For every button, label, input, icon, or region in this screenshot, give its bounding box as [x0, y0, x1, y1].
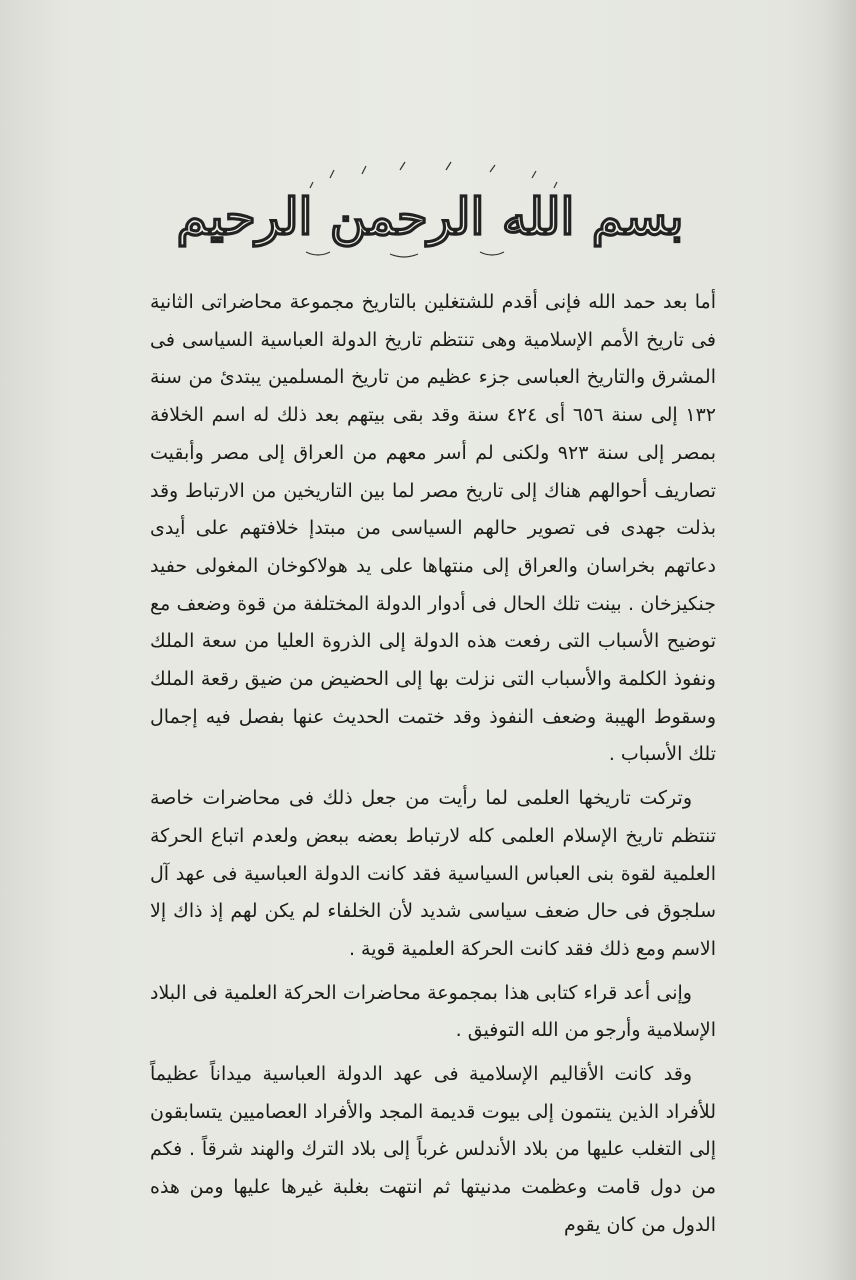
basmala-text: بسم الله الرحمن الرحيم [176, 187, 684, 246]
page-edge-shadow [826, 0, 856, 1280]
basmala-artwork [176, 148, 684, 268]
paragraph-4: وقد كانت الأقاليم الإسلامية فى عهد الدولة العباسية ميداناً عظيماً للأفراد الذين ينتمون إلى بيوت قديمة المجد والأفراد العصاميين يتسابقون إلى التغلب عليها من بلاد الأندلس غرباً إلى بلاد الترك والهند شرقاً . فكم من دول قامت وعظمت مدنيتها ثم انتهت بغلبة غيرها عليها ومن هذه الدول من كان يقوم [150, 1063, 716, 1236]
paragraph-1: أما بعد حمد الله فإنى أقدم للشتغلين بالتاريخ مجموعة محاضراتى الثانية فى تاريخ الأمم الإسلامية وهى تنتظم تاريخ الدولة العباسية السياسى فى المشرق والتاريخ العباسى جزء عظيم من تاريخ المسلمين يبتدئ من سنة ١٣٢ إلى سنة ٦٥٦ أى ٤٢٤ سنة وقد بقى بيتهم بعد ذلك له اسم الخلافة بمصر إلى سنة ٩٢٣ ولكنى لم أسر معهم من العراق إلى مصر وأبقيت تصاريف أحوالهم هناك إلى تاريخ مصر لما بين التاريخين من الارتباط وقد بذلت جهدى فى تصوير حالهم السياسى من مبتدإ خلافتهم على أيدى دعاتهم بخراسان والعراق إلى منتهاها على يد هولاكوخان المغولى حفيد جنكيزخان . بينت تلك الحال فى أدوار الدولة المختلفة من قوة وضعف مع توضيح الأسباب التى رفعت هذه الدولة إلى الذروة العليا من سعة الملك ونفوذ الكلمة والأسباب التى نزلت بها إلى الحضيض من ضيق رقعة الملك وسقوط الهيبة وضعف النفوذ وقد ختمت الحديث عنها بفصل فيه إجمال تلك الأسباب . [150, 291, 716, 766]
basmala-calligraphy [176, 148, 684, 268]
paragraph-2: وتركت تاريخها العلمى لما رأيت من جعل ذلك فى محاضرات خاصة تنتظم تاريخ الإسلام العلمى كله لارتباط بعضه ببعض ولعدم اتباع الحركة العلمية لقوة بنى العباس السياسية فقد كانت الدولة العباسية فى عهد آل سلجوق فى حال ضعف سياسى شديد لأن الخلفاء لم يكن لهم إذ ذاك إلا الاسم ومع ذلك فقد كانت الحركة العلمية قوية . [150, 787, 716, 960]
body-text [150, 284, 716, 1269]
paragraph-3: وإنى أعد قراء كتابى هذا بمجموعة محاضرات الحركة العلمية فى البلاد الإسلامية وأرجو من الله التوفيق . [150, 981, 716, 1042]
